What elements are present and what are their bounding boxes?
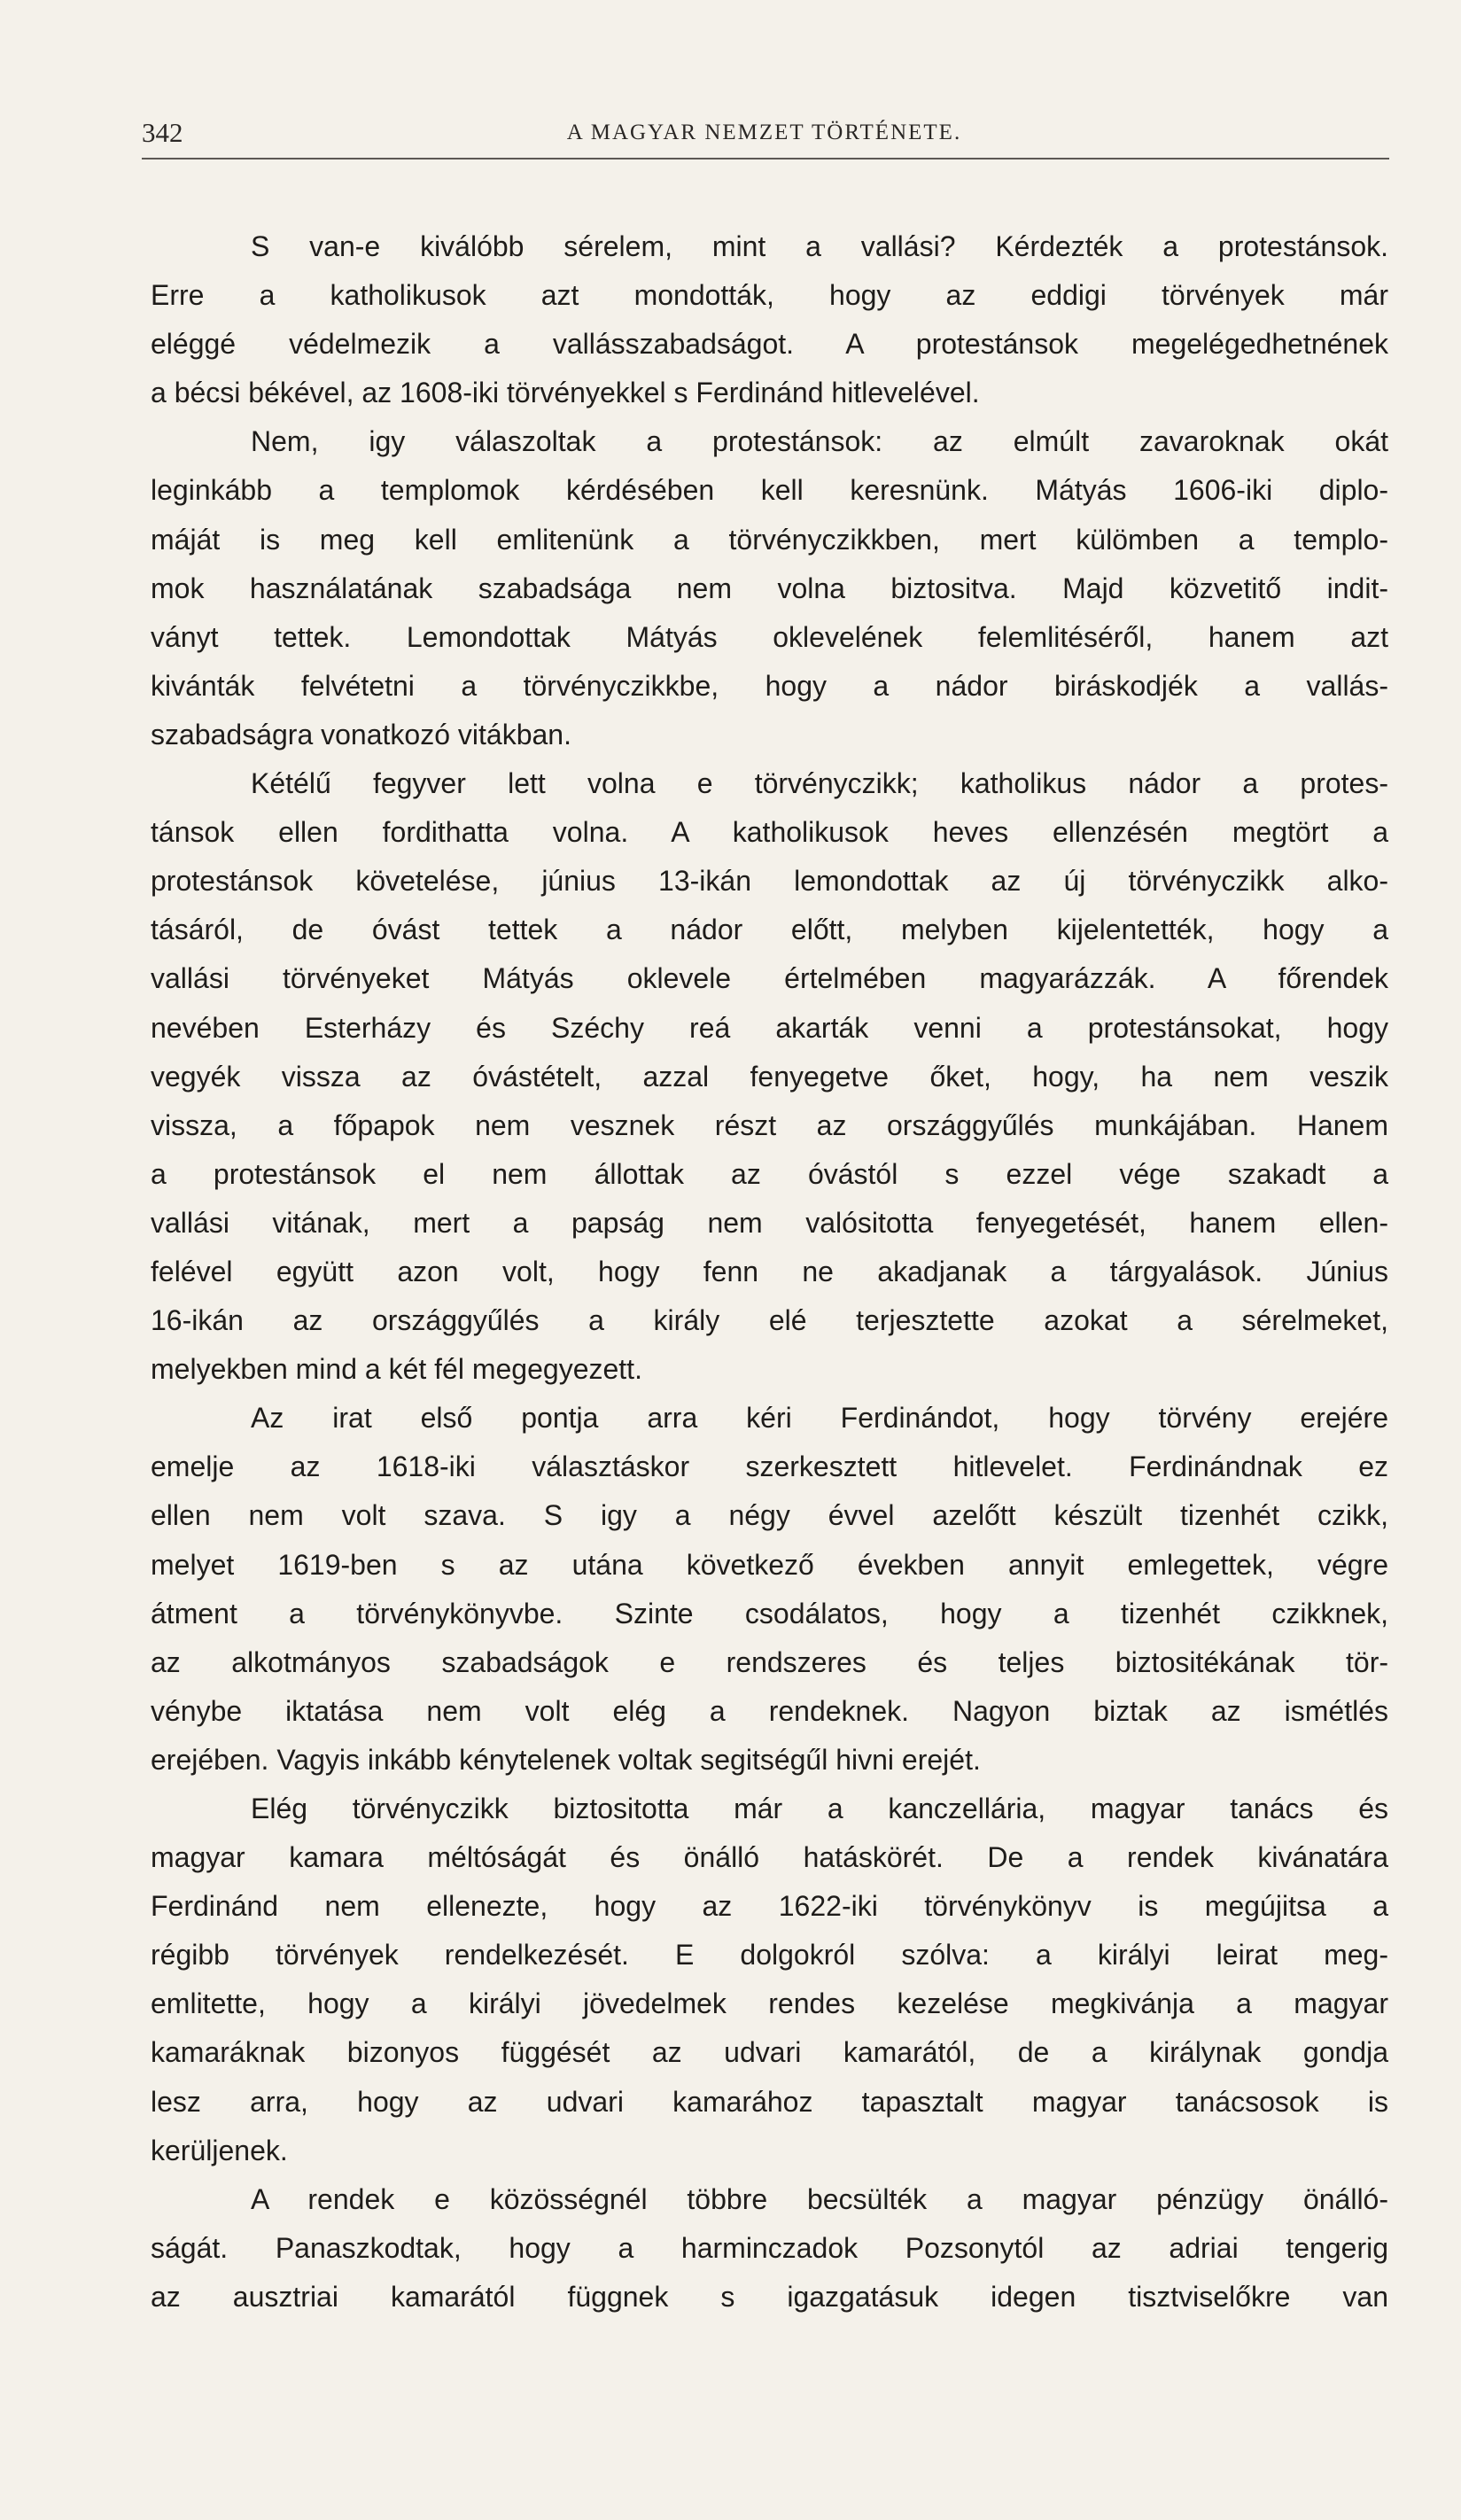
text-line: kamaráknak bizonyos függését az udvari kamarától, de a királynak gondja bbox=[151, 2036, 1388, 2069]
text-line: S van-e kiválóbb sérelem, mint a vallási? Kérdezték a protestánsok. bbox=[251, 230, 1388, 262]
page-header bbox=[142, 113, 1387, 152]
text-line: A rendek e közösségnél többre becsülték a magyar pénzügy önálló- bbox=[251, 2182, 1388, 2215]
paragraph bbox=[151, 759, 1388, 1394]
text-line: magyar kamara méltóságát és önálló hatáskörét. De a rendek kivánatára bbox=[151, 1841, 1388, 1874]
text-line: kerüljenek. bbox=[151, 2134, 288, 2166]
text-line: kivánták felvétetni a törvényczikkbe, hogy a nádor biráskodjék a vallás- bbox=[151, 669, 1388, 702]
text-line: az ausztriai kamarától függnek s igazgatásuk idegen tisztviselőkre van bbox=[151, 2280, 1388, 2313]
text-line: vallási törvényeket Mátyás oklevele értelmében magyarázzák. A főrendek bbox=[151, 962, 1388, 995]
text-line: régibb törvények rendelkezését. E dolgokról szólva: a királyi leirat meg- bbox=[151, 1939, 1388, 1972]
text-line: szabadságra vonatkozó vitákban. bbox=[151, 718, 571, 751]
text-line: protestánsok követelése, június 13-ikán lemondottak az új törvényczikk alko- bbox=[151, 865, 1388, 898]
text-line: ellen nem volt szava. S igy a négy évvel azelőtt készült tizenhét czikk, bbox=[151, 1499, 1388, 1532]
text-line: ságát. Panaszkodtak, hogy a harminczadok Pozsonytól az adriai tengerig bbox=[151, 2231, 1388, 2264]
text-line: Az irat első pontja arra kéri Ferdinándot, hogy törvény erejére bbox=[251, 1402, 1388, 1435]
text-line: Elég törvényczikk biztositotta már a kanczellária, magyar tanács és bbox=[251, 1793, 1388, 1824]
text-line: melyekben mind a két fél megegyezett. bbox=[151, 1353, 642, 1386]
text-line: a bécsi békével, az 1608-iki törvényekkel s Ferdinánd hitlevelével. bbox=[151, 377, 980, 409]
paragraph bbox=[151, 1785, 1388, 2175]
text-line: leginkább a templomok kérdésében kell keresnünk. Mátyás 1606-iki diplo- bbox=[151, 474, 1388, 507]
text-line: tásáról, de óvást tettek a nádor előtt, melyben kijelentették, hogy a bbox=[151, 914, 1388, 946]
text-line: máját is meg kell emlitenünk a törvényczikkben, mert külömben a templo- bbox=[151, 523, 1388, 556]
text-line: átment a törvénykönyvbe. Szinte csodálatos, hogy a tizenhét czikknek, bbox=[151, 1597, 1388, 1629]
text-line: Nem, igy válaszoltak a protestánsok: az elmúlt zavaroknak okát bbox=[251, 425, 1388, 458]
text-line: melyet 1619-ben s az utána következő években annyit emlegettek, végre bbox=[151, 1548, 1388, 1581]
running-title: A MAGYAR NEMZET TÖRTÉNETE. bbox=[566, 121, 962, 144]
text-line: tánsok ellen fordithatta volna. A katholikusok heves ellenzésén megtört a bbox=[151, 816, 1388, 849]
page-number: 342 bbox=[142, 117, 183, 148]
paragraph bbox=[151, 2175, 1388, 2322]
text-line: a protestánsok el nem állottak az óvástól s ezzel vége szakadt a bbox=[151, 1157, 1388, 1190]
text-line: az alkotmányos szabadságok e rendszeres és teljes biztositékának tör- bbox=[151, 1645, 1388, 1678]
text-line: vissza, a főpapok nem vesznek részt az országgyűlés munkájában. Hanem bbox=[151, 1108, 1388, 1141]
text-line: eléggé védelmezik a vallásszabadságot. A protestánsok megelégedhetnének bbox=[151, 328, 1388, 361]
text-line: vallási vitának, mert a papság nem valósitotta fenyegetését, hanem ellen- bbox=[151, 1206, 1388, 1239]
text-line: Erre a katholikusok azt mondották, hogy az eddigi törvények már bbox=[151, 279, 1388, 312]
text-line: vegyék vissza az óvástételt, azzal fenyegetve őket, hogy, ha nem veszik bbox=[151, 1060, 1388, 1093]
text-line: Ferdinánd nem ellenezte, hogy az 1622-iki törvénykönyv is megújitsa a bbox=[151, 1890, 1388, 1923]
text-line: mok használatának szabadsága nem volna biztositva. Majd közvetitő indit- bbox=[151, 572, 1388, 604]
header-rule bbox=[142, 158, 1389, 159]
paragraph bbox=[151, 222, 1388, 417]
text-line: emlitette, hogy a királyi jövedelmek rendes kezelése megkivánja a magyar bbox=[151, 1987, 1388, 2020]
paragraph bbox=[151, 1394, 1388, 1785]
text-line: erejében. Vagyis inkább kénytelenek voltak segitségűl hivni erejét. bbox=[151, 1743, 981, 1776]
text-line: emelje az 1618-iki választáskor szerkesztett hitlevelet. Ferdinándnak ez bbox=[151, 1451, 1388, 1483]
text-line: lesz arra, hogy az udvari kamarához tapasztalt magyar tanácsosok is bbox=[151, 2085, 1388, 2118]
paragraph bbox=[151, 417, 1388, 759]
text-line: nevében Esterházy és Széchy reá akarták venni a protestánsokat, hogy bbox=[151, 1011, 1388, 1044]
text-line: vénybe iktatása nem volt elég a rendeknek. Nagyon biztak az ismétlés bbox=[151, 1694, 1388, 1727]
text-line: ványt tettek. Lemondottak Mátyás oklevelének felemlitéséről, hanem azt bbox=[151, 620, 1388, 653]
body-text bbox=[151, 222, 1388, 2322]
text-line: felével együtt azon volt, hogy fenn ne akadjanak a tárgyalások. Június bbox=[151, 1255, 1388, 1287]
text-line: Kétélű fegyver lett volna e törvényczikk; katholikus nádor a protes- bbox=[251, 767, 1388, 800]
text-line: 16-ikán az országgyűlés a király elé terjesztette azokat a sérelmeket, bbox=[151, 1304, 1388, 1337]
